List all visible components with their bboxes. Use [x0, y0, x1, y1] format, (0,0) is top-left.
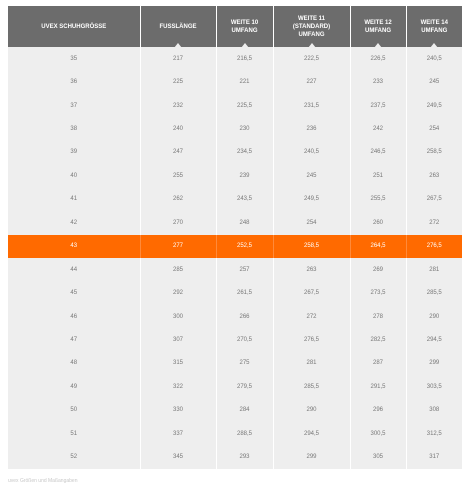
table-row: [8, 164, 462, 187]
table-cell-size: 48: [8, 352, 140, 375]
table-cell-width-14: 317: [406, 445, 462, 468]
table-cell-foot-length: 337: [140, 422, 216, 445]
column-header-label: UMFANG: [421, 27, 448, 34]
header-pointer-icon: [374, 43, 382, 48]
table-cell-width-14: 312,5: [406, 422, 462, 445]
table-cell-foot-length: 322: [140, 375, 216, 398]
header-pointer-icon: [241, 43, 249, 48]
table-cell-width-11: 258,5: [273, 235, 350, 258]
table-cell-width-10: 243,5: [216, 188, 273, 211]
table-cell-size: 38: [8, 117, 140, 140]
header-row: [8, 6, 462, 47]
table-cell-width-10: 257: [216, 258, 273, 281]
table-cell-width-12: 237,5: [350, 94, 406, 117]
table-row: [8, 94, 462, 117]
column-header-width-10: [216, 6, 273, 47]
table-cell-width-10: 261,5: [216, 281, 273, 304]
table-cell-foot-length: 300: [140, 305, 216, 328]
table-cell-width-12: 273,5: [350, 281, 406, 304]
table-cell-size: 49: [8, 375, 140, 398]
table-cell-size: 35: [8, 47, 140, 70]
table-cell-width-14: 299: [406, 352, 462, 375]
table-row: [8, 47, 462, 70]
size-table: [8, 6, 462, 469]
table-cell-width-11: 267,5: [273, 281, 350, 304]
table-cell-width-12: 242: [350, 117, 406, 140]
table-cell-width-11: 254: [273, 211, 350, 234]
table-cell-width-14: 308: [406, 399, 462, 422]
table-cell-width-12: 264,5: [350, 235, 406, 258]
table-cell-foot-length: 277: [140, 235, 216, 258]
table-cell-width-10: 252,5: [216, 235, 273, 258]
column-header-label: WEITE 12: [364, 19, 392, 26]
table-cell-width-10: 234,5: [216, 141, 273, 164]
table-cell-foot-length: 285: [140, 258, 216, 281]
table-cell-width-10: 270,5: [216, 328, 273, 351]
table-cell-foot-length: 225: [140, 70, 216, 93]
table-row: [8, 70, 462, 93]
table-row: [8, 328, 462, 351]
column-header-width-14: [406, 6, 462, 47]
column-header-width-12: [350, 6, 406, 47]
table-cell-width-10: 284: [216, 399, 273, 422]
table-cell-width-14: 267,5: [406, 188, 462, 211]
table-cell-width-14: 240,5: [406, 47, 462, 70]
table-cell-width-12: 246,5: [350, 141, 406, 164]
table-cell-width-11: 222,5: [273, 47, 350, 70]
table-cell-width-11: 276,5: [273, 328, 350, 351]
table-cell-width-11: 245: [273, 164, 350, 187]
table-cell-foot-length: 217: [140, 47, 216, 70]
table-cell-width-12: 251: [350, 164, 406, 187]
table-row: [8, 422, 462, 445]
table-cell-foot-length: 270: [140, 211, 216, 234]
table-cell-width-14: 245: [406, 70, 462, 93]
column-header-label: WEITE 14: [420, 19, 448, 26]
table-cell-width-14: 281: [406, 258, 462, 281]
footnote: uvex Größen und Maßangaben: [8, 478, 78, 484]
table-cell-width-12: 300,5: [350, 422, 406, 445]
table-cell-width-10: 216,5: [216, 47, 273, 70]
table-cell-width-11: 240,5: [273, 141, 350, 164]
table-cell-width-14: 272: [406, 211, 462, 234]
table-cell-width-12: 296: [350, 399, 406, 422]
header-pointer-icon: [430, 43, 438, 48]
table-cell-width-11: 236: [273, 117, 350, 140]
table-cell-width-14: 276,5: [406, 235, 462, 258]
table-cell-width-12: 226,5: [350, 47, 406, 70]
table-cell-width-11: 294,5: [273, 422, 350, 445]
table-row: [8, 399, 462, 422]
table-cell-width-10: 275: [216, 352, 273, 375]
table-cell-width-11: 231,5: [273, 94, 350, 117]
table-cell-width-11: 299: [273, 445, 350, 468]
column-header-label: UMFANG: [298, 31, 325, 38]
table-cell-width-11: 227: [273, 70, 350, 93]
table-row: [8, 211, 462, 234]
header-pointer-icon: [308, 43, 316, 48]
table-cell-width-14: 290: [406, 305, 462, 328]
table-row: [8, 375, 462, 398]
header-pointer-icon: [174, 43, 182, 48]
table-cell-width-12: 278: [350, 305, 406, 328]
table-cell-width-10: 239: [216, 164, 273, 187]
table-cell-width-12: 260: [350, 211, 406, 234]
table-cell-width-10: 225,5: [216, 94, 273, 117]
table-cell-size: 41: [8, 188, 140, 211]
table-row: [8, 117, 462, 140]
table-cell-width-11: 249,5: [273, 188, 350, 211]
table-cell-foot-length: 307: [140, 328, 216, 351]
table-row: [8, 445, 462, 468]
table-cell-width-12: 255,5: [350, 188, 406, 211]
table-cell-size: 42: [8, 211, 140, 234]
table-cell-width-14: 258,5: [406, 141, 462, 164]
table-cell-foot-length: 240: [140, 117, 216, 140]
table-cell-size: 47: [8, 328, 140, 351]
column-header-label: UMFANG: [231, 27, 258, 34]
table-cell-size: 44: [8, 258, 140, 281]
table-cell-width-11: 281: [273, 352, 350, 375]
table-row: [8, 352, 462, 375]
column-header-label: WEITE 10: [230, 19, 259, 26]
column-header-label: WEITE 11: [297, 15, 325, 22]
column-header-size: [8, 6, 140, 47]
table-cell-width-11: 285,5: [273, 375, 350, 398]
table-cell-foot-length: 232: [140, 94, 216, 117]
table-row: [8, 258, 462, 281]
table-cell-foot-length: 247: [140, 141, 216, 164]
table-cell-size: 52: [8, 445, 140, 468]
table-row: [8, 281, 462, 304]
table-row: [8, 141, 462, 164]
table-cell-size: 45: [8, 281, 140, 304]
table-cell-width-10: 293: [216, 445, 273, 468]
table-cell-size: 36: [8, 70, 140, 93]
table-cell-foot-length: 292: [140, 281, 216, 304]
table-cell-width-10: 279,5: [216, 375, 273, 398]
column-header-label: FUSSLÄNGE: [159, 23, 197, 30]
column-header-foot-length: [140, 6, 216, 47]
column-header-label: UVEX SCHUHGRÖSSE: [41, 23, 107, 30]
table-cell-width-14: 254: [406, 117, 462, 140]
table-cell-size: 51: [8, 422, 140, 445]
table-cell-foot-length: 330: [140, 399, 216, 422]
table-body: [8, 47, 462, 469]
table-cell-width-10: 266: [216, 305, 273, 328]
table-cell-size: 37: [8, 94, 140, 117]
table-cell-width-12: 269: [350, 258, 406, 281]
table-cell-size: 50: [8, 399, 140, 422]
table-cell-width-10: 248: [216, 211, 273, 234]
table-cell-width-14: 303,5: [406, 375, 462, 398]
table-cell-width-12: 287: [350, 352, 406, 375]
table-cell-foot-length: 315: [140, 352, 216, 375]
table-header: [8, 6, 462, 47]
table-cell-size: 46: [8, 305, 140, 328]
table-cell-size: 43: [8, 235, 140, 258]
table-cell-width-10: 221: [216, 70, 273, 93]
table-cell-foot-length: 345: [140, 445, 216, 468]
table-cell-foot-length: 262: [140, 188, 216, 211]
table-cell-size: 39: [8, 141, 140, 164]
column-header-width-11: [273, 6, 350, 47]
table-cell-width-10: 288,5: [216, 422, 273, 445]
table-cell-width-14: 294,5: [406, 328, 462, 351]
table-cell-width-12: 291,5: [350, 375, 406, 398]
table-cell-width-12: 233: [350, 70, 406, 93]
table-cell-foot-length: 255: [140, 164, 216, 187]
table-cell-size: 40: [8, 164, 140, 187]
table-cell-width-12: 282,5: [350, 328, 406, 351]
table-cell-width-11: 290: [273, 399, 350, 422]
table-cell-width-11: 263: [273, 258, 350, 281]
table-cell-width-10: 230: [216, 117, 273, 140]
table-cell-width-12: 305: [350, 445, 406, 468]
column-header-label: UMFANG: [365, 27, 391, 34]
column-header-label: (STANDARD): [292, 23, 331, 30]
table-row: [8, 188, 462, 211]
table-cell-width-11: 272: [273, 305, 350, 328]
table-cell-width-14: 285,5: [406, 281, 462, 304]
table-row: [8, 305, 462, 328]
table-cell-width-14: 263: [406, 164, 462, 187]
table-cell-width-14: 249,5: [406, 94, 462, 117]
table-row-highlighted: [8, 235, 462, 258]
